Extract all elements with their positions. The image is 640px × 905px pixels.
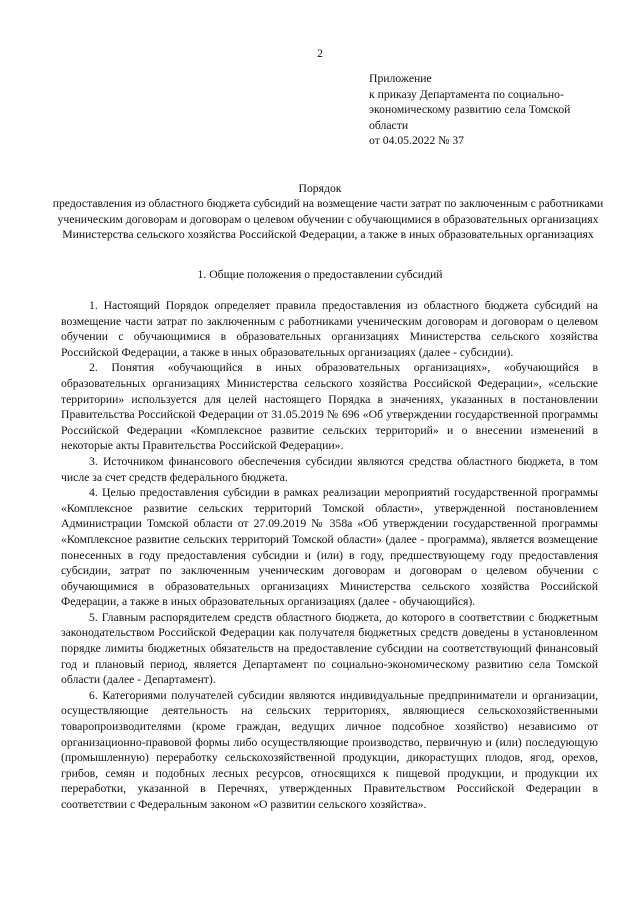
paragraph-3: 3. Источником финансового обеспечения субсидии являются средства областного бюджета, в том числе за счет средств федерального бюджета. — [61, 454, 598, 484]
appendix-line: от 04.05.2022 № 37 — [369, 134, 464, 148]
document-subtitle: предоставления из областного бюджета субсидий на возмещение части затрат по заключенным с работниками ученическим договорам и договорам о целевом обучении с обучающимися в образовательных организациях Министерства сельского хозяйства Российской Федерации, а также в иных образовательных организациях — [52, 197, 604, 242]
appendix-line: к приказу Департамента по социально- — [369, 87, 564, 101]
appendix-line: экономическому развитию села Томской — [369, 103, 571, 117]
appendix-line: Приложение — [369, 72, 432, 85]
page-number: 2 — [317, 47, 323, 60]
paragraph-5: 5. Главным распорядителем средств областного бюджета, до которого в соответствии с бюджетным законодательством Российской Федерации как получателя бюджетных средств доведены в установленном порядке лимиты бюджетных обязательств на предоставление субсидии на соответствующий финансовый год и плановый период, является Департамент по социально-экономическому развитию села Томской области (далее - Департамент). — [61, 610, 598, 687]
paragraph-2: 2. Понятия «обучающийся в иных образовательных организациях», «обучающийся в образовательных организациях Министерства сельского хозяйства Российской Федерации», «сельские территории» используется для целей настоящего Порядка в значениях, указанных в постановлении Правительства Российской Федерации от 31.05.2019 № 696 «Об утверждении государственной программы Российской Федерации «Комплексное развитие сельских территорий» и о внесении изменений в некоторые акты Правительства Российской Федерации». — [61, 361, 598, 453]
appendix-block — [369, 71, 609, 149]
document-title: Порядок — [298, 182, 342, 195]
paragraph-6: 6. Категориями получателей субсидии являются индивидуальные предприниматели и организации, осуществляющие деятельность на сельских территориях, являющиеся сельскохозяйственными товаропроизводителями (кроме граждан, ведущих личное подсобное хозяйство) независимо от организационно-правовой формы либо осуществляющие производство, первичную и (или) последующую (промышленную) переработку сельскохозяйственной продукции, дикорастущих плодов, ягод, орехов, грибов, семян и подобных лесных ресурсов, относящихся к пищевой продукции, и продукции их переработки, указанной в Перечнях, утвержденных Правительством Российской Федерации в соответствии с Федеральным законом «О развитии сельского хозяйства». — [61, 688, 598, 811]
section-heading: 1. Общие положения о предоставлении субсидий — [197, 268, 443, 281]
appendix-line: области — [369, 118, 409, 132]
paragraph-4: 4. Целью предоставления субсидии в рамках реализации мероприятий государственной программы «Комплексное развитие сельских территорий Томской области», утвержденной постановлением Администрации Томской области от 27.09.2019 № 358а «Об утверждении государственной программы «Комплексное развитие сельских территорий Томской области» (далее - программа), является возмещение понесенных в году предоставления субсидии и (или) в году, предшествующему году предоставления субсидии, затрат по заключенным ученическим договорам и договорам о целевом обучении с обучающимися в образовательных организациях Министерства сельского хозяйства Российской Федерации, а также в иных образовательных организациях (далее - обучающийся). — [61, 486, 598, 609]
document-body — [61, 298, 598, 813]
paragraph-1: 1. Настоящий Порядок определяет правила предоставления из областного бюджета субсидий на возмещение части затрат по заключенным с работниками ученическим договорам и договорам о целевом обучении с обучающимися в образовательных организациях Министерства сельского хозяйства Российской Федерации, а также в иных образовательных организациях (далее - субсидии). — [61, 299, 598, 359]
